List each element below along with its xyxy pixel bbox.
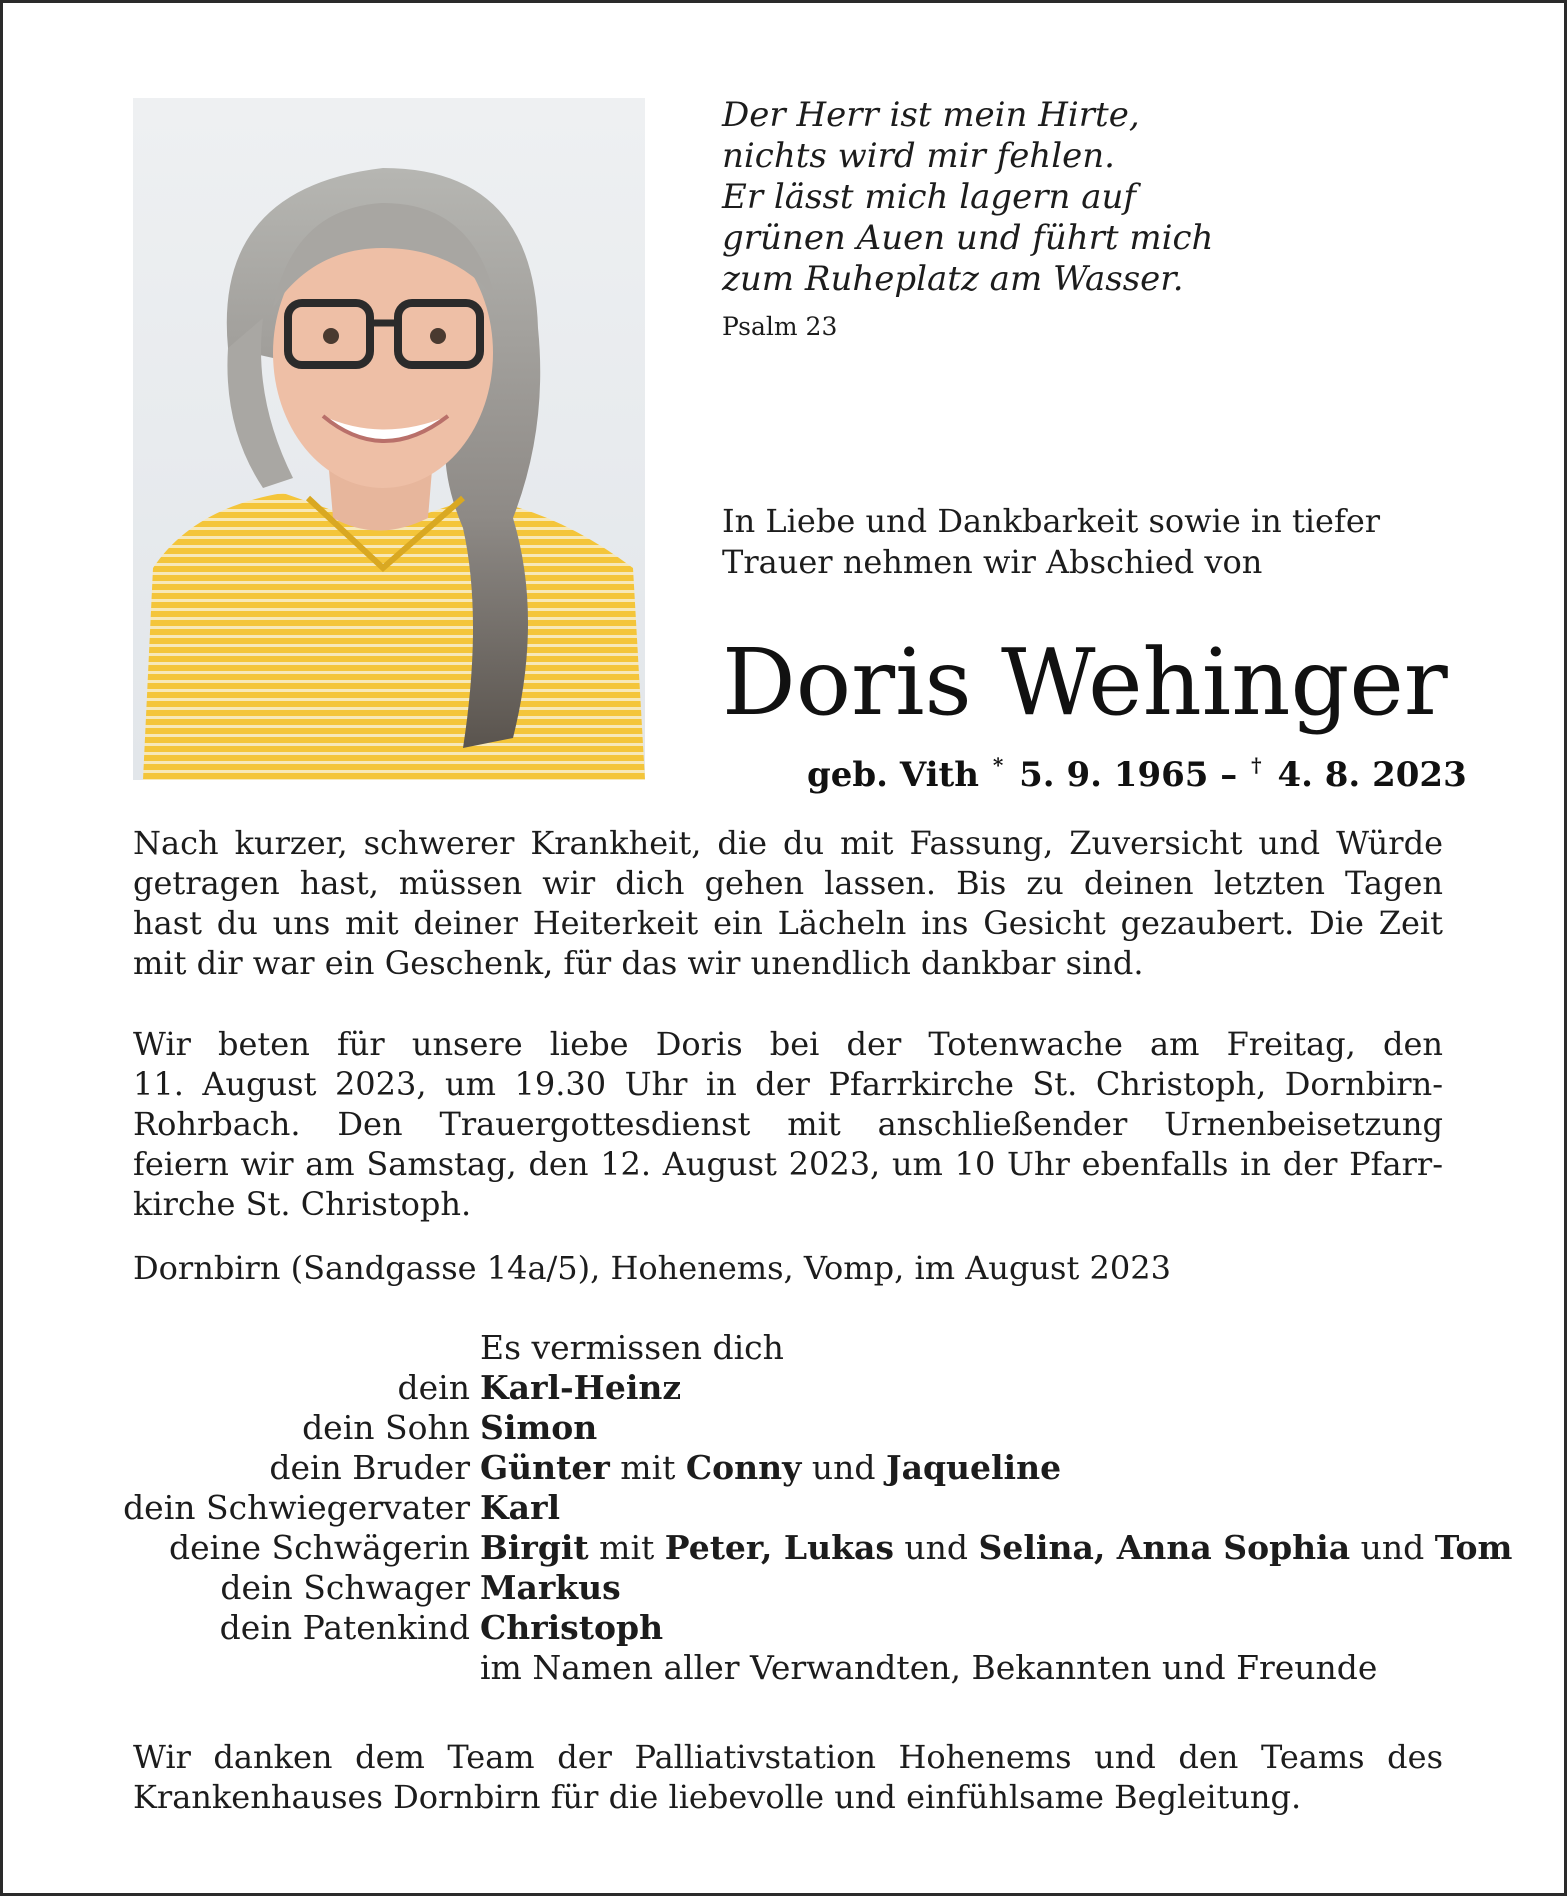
mourner-relation: dein Schwiegervater	[123, 1488, 470, 1527]
date-separator: –	[1220, 755, 1238, 795]
mourner-connector: und	[893, 1528, 979, 1567]
psalm-line: Der Herr ist mein Hirte,	[722, 95, 1140, 135]
mourner-name: Karl	[480, 1488, 560, 1527]
mourner-relation: deine Schwägerin	[169, 1528, 470, 1567]
mourner-row	[113, 1568, 1513, 1608]
mourner-name: Jaqueline	[885, 1448, 1062, 1487]
intro-line: In Liebe und Dankbarkeit sowie in tiefer	[722, 502, 1381, 540]
portrait-illustration	[133, 98, 645, 780]
text-line: mit dir war ein Geschenk, für das wir unendlich dankbar sind.	[133, 944, 1144, 982]
mourner-names	[480, 1488, 1513, 1528]
mourner-name: Birgit	[480, 1528, 589, 1567]
mourners-heading: Es vermissen dich	[480, 1328, 784, 1367]
mourner-name: Christoph	[480, 1608, 664, 1647]
mourners-footer-row	[113, 1648, 1513, 1688]
mourner-name: Markus	[480, 1568, 621, 1607]
text-line: kirche St. Christoph.	[133, 1185, 472, 1223]
portrait-photo	[133, 98, 645, 780]
mourner-connector: und	[1350, 1528, 1435, 1567]
text-line: getragen hast, müssen wir dich gehen lassen. Bis zu deinen letzten Tagen	[133, 864, 1443, 902]
text-line: 11. August 2023, um 19.30 Uhr in der Pfarrkirche St. Christoph, Dornbirn-	[133, 1065, 1443, 1103]
mourner-relation: dein Patenkind	[219, 1608, 470, 1647]
deceased-name: Doris Wehinger	[722, 629, 1448, 736]
mourner-rows	[113, 1368, 1513, 1648]
mourner-name: Peter, Lukas	[664, 1528, 894, 1567]
text-line: feiern wir am Samstag, den 12. August 2023, um 10 Uhr ebenfalls in der Pfarr-	[133, 1145, 1443, 1183]
life-dates	[807, 743, 1467, 797]
mourner-relation: dein Schwager	[220, 1568, 470, 1607]
psalm-quote	[722, 95, 1342, 341]
psalm-line: Er lässt mich lagern auf	[722, 177, 1136, 217]
mourners-list	[113, 1328, 1513, 1688]
text-line: hast du uns mit deiner Heiterkeit ein Lächeln ins Gesicht gezaubert. Die Zeit	[133, 904, 1443, 942]
mourner-name: Tom	[1434, 1528, 1513, 1567]
death-date: 4. 8. 2023	[1277, 755, 1467, 795]
mourner-connector: mit	[609, 1448, 686, 1487]
mourner-names	[480, 1528, 1513, 1568]
mourner-row	[113, 1488, 1513, 1528]
mourner-row	[113, 1408, 1513, 1448]
mourner-relation: dein	[397, 1368, 470, 1407]
psalm-reference: Psalm 23	[722, 312, 838, 341]
mourners-footer: im Namen aller Verwandten, Bekannten und Freunde	[480, 1648, 1378, 1687]
text-line: Nach kurzer, schwerer Krankheit, die du mit Fassung, Zuversicht und Würde	[133, 824, 1443, 862]
text-line: Rohrbach. Den Trauergottesdienst mit anschließender Urnenbeisetzung	[133, 1105, 1443, 1143]
mourner-name: Günter	[480, 1448, 610, 1487]
paragraph-illness	[133, 823, 1443, 983]
location-line: Dornbirn (Sandgasse 14a/5), Hohenems, Vomp, im August 2023	[133, 1249, 1171, 1287]
mourner-name: Selina, Anna Sophia	[978, 1528, 1351, 1567]
text-line: Wir beten für unsere liebe Doris bei der Totenwache am Freitag, den	[133, 1025, 1443, 1063]
mourner-names	[480, 1448, 1513, 1488]
mourner-row	[113, 1528, 1513, 1568]
mourner-row	[113, 1368, 1513, 1408]
death-symbol: †	[1251, 753, 1262, 777]
mourner-row	[113, 1448, 1513, 1488]
psalm-line: zum Ruheplatz am Wasser.	[722, 259, 1184, 299]
birth-date: 5. 9. 1965	[1019, 755, 1209, 795]
psalm-line: nichts wird mir fehlen.	[722, 136, 1115, 176]
mourner-connector: und	[801, 1448, 886, 1487]
mourner-relation: dein Bruder	[269, 1448, 470, 1487]
mourner-names	[480, 1568, 1513, 1608]
closing-thanks	[133, 1737, 1443, 1817]
birth-symbol: *	[992, 753, 1004, 777]
mourner-names	[480, 1368, 1513, 1408]
mourner-relation: dein Sohn	[302, 1408, 470, 1447]
text-line: Wir danken dem Team der Palliativstation Hohenems und den Teams des	[133, 1738, 1443, 1776]
mourner-connector: mit	[588, 1528, 665, 1567]
intro-line: Trauer nehmen wir Abschied von	[722, 543, 1263, 581]
text-line: Krankenhauses Dornbirn für die liebevolle und einfühlsame Begleitung.	[133, 1778, 1302, 1816]
intro-text	[722, 501, 1442, 583]
maiden-name: geb. Vith	[807, 755, 979, 795]
mourner-name: Simon	[480, 1408, 598, 1447]
mourner-row	[113, 1608, 1513, 1648]
mourner-name: Conny	[685, 1448, 802, 1487]
paragraph-service	[133, 1024, 1443, 1224]
mourner-names	[480, 1408, 1513, 1448]
psalm-line: grünen Auen und führt mich	[722, 218, 1214, 258]
mourner-name: Karl-Heinz	[480, 1368, 682, 1407]
mourners-heading-row	[113, 1328, 1513, 1368]
mourner-names	[480, 1608, 1513, 1648]
